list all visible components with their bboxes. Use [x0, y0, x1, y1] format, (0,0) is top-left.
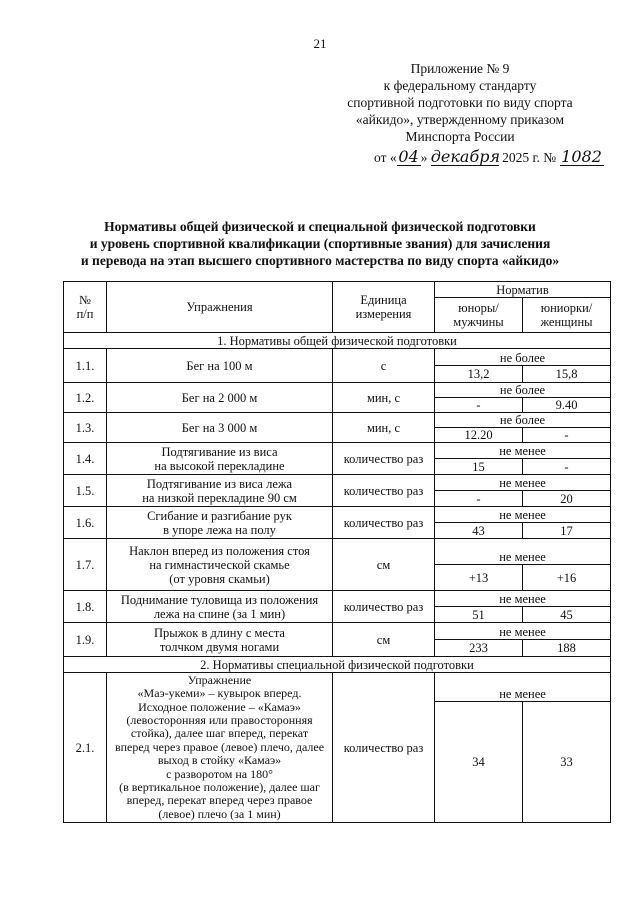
header-unit: Единица измерения — [333, 282, 435, 333]
row-qualifier: не менее — [435, 507, 611, 523]
table-row — [64, 539, 611, 565]
row-value-male: 13,2 — [435, 366, 523, 383]
row-unit: количество раз — [333, 443, 435, 475]
table-row — [64, 475, 611, 491]
page-number: 21 — [313, 36, 327, 51]
row-value-male: - — [435, 398, 523, 413]
row-number: 1.9. — [64, 623, 107, 657]
row-value-male: - — [435, 491, 523, 507]
row-value-female: 20 — [523, 491, 611, 507]
row-qualifier: не более — [435, 383, 611, 398]
row-unit: количество раз — [333, 475, 435, 507]
order-number: 1082 — [561, 147, 602, 166]
row-number: 1.3. — [64, 413, 107, 443]
section-heading: 1. Нормативы общей физической подготовки — [64, 333, 611, 349]
table-row — [64, 383, 611, 398]
row-unit: количество раз — [333, 507, 435, 539]
row-value-male: +13 — [435, 565, 523, 591]
row-unit: мин, с — [333, 413, 435, 443]
row-value-male: 233 — [435, 640, 523, 657]
row-qualifier: не менее — [435, 539, 611, 565]
appendix-header — [310, 60, 610, 145]
order-mid: » — [420, 150, 428, 165]
row-value-female: - — [523, 428, 611, 443]
header-female: юниорки/ женщины — [523, 298, 611, 333]
row-value-female: 15,8 — [523, 366, 611, 383]
title-line: Нормативы общей физической и специальной физической подготовки — [104, 219, 536, 234]
table-row — [64, 673, 611, 702]
row-number: 1.4. — [64, 443, 107, 475]
title-line: и уровень спортивной квалификации (спортивные звания) для зачисления — [89, 236, 551, 251]
order-day-field — [397, 147, 421, 166]
row-exercise: Подтягивание из виса лежа на низкой перекладине 90 см — [107, 475, 333, 507]
row-unit: мин, с — [333, 383, 435, 413]
appendix-line: «айкидо», утвержденному приказом — [355, 112, 565, 127]
header-exercise: Упражнения — [107, 282, 333, 333]
row-qualifier: не менее — [435, 591, 611, 607]
appendix-line: Приложение № 9 — [410, 61, 510, 76]
row-qualifier: не менее — [435, 443, 611, 459]
order-number-field — [560, 147, 604, 166]
row-unit: с — [333, 349, 435, 383]
order-year: 2025 г. № — [502, 150, 557, 165]
row-exercise: Подтягивание из виса на высокой перекладине — [107, 443, 333, 475]
row-value-male: 51 — [435, 607, 523, 623]
row-exercise: Поднимание туловища из положения лежа на спине (за 1 мин) — [107, 591, 333, 623]
appendix-line: к федеральному стандарту — [383, 78, 537, 93]
row-value-female: 17 — [523, 523, 611, 539]
section-heading: 2. Нормативы специальной физической подготовки — [64, 657, 611, 673]
row-exercise: Прыжок в длину с места толчком двумя ногами — [107, 623, 333, 657]
row-number: 1.1. — [64, 349, 107, 383]
row-exercise: Бег на 2 000 м — [107, 383, 333, 413]
row-number: 1.7. — [64, 539, 107, 591]
row-qualifier: не менее — [435, 475, 611, 491]
row-qualifier: не более — [435, 349, 611, 366]
row-qualifier: не менее — [435, 623, 611, 640]
row-value-female: 33 — [523, 702, 611, 823]
row-value-male: 12.20 — [435, 428, 523, 443]
row-number: 1.5. — [64, 475, 107, 507]
row-unit: количество раз — [333, 591, 435, 623]
row-unit: см — [333, 623, 435, 657]
row-unit: см — [333, 539, 435, 591]
row-exercise: Сгибание и разгибание рук в упоре лежа на полу — [107, 507, 333, 539]
table-row — [64, 623, 611, 640]
row-unit: количество раз — [333, 673, 435, 823]
document-title — [0, 218, 640, 269]
title-line: и перевода на этап высшего спортивного мастерства по виду спорта «айкидо» — [80, 253, 560, 268]
table-row — [64, 413, 611, 428]
order-month: декабря — [430, 147, 501, 166]
header-male: юноры/ мужчины — [435, 298, 523, 333]
header-norm: Норматив — [435, 282, 611, 298]
row-exercise: Бег на 3 000 м — [107, 413, 333, 443]
row-exercise: Бег на 100 м — [107, 349, 333, 383]
order-prefix: от « — [374, 150, 397, 165]
standards-table — [63, 281, 611, 823]
row-value-female: 45 — [523, 607, 611, 623]
row-value-male: 15 — [435, 459, 523, 475]
row-number: 1.6. — [64, 507, 107, 539]
row-value-male: 43 — [435, 523, 523, 539]
header-num: № п/п — [64, 282, 107, 333]
table-row — [64, 443, 611, 459]
table-row — [64, 349, 611, 366]
order-day: 04 — [398, 147, 419, 166]
row-exercise: Наклон вперед из положения стоя на гимнастической скамье (от уровня скамьи) — [107, 539, 333, 591]
appendix-line: Минспорта России — [405, 129, 515, 144]
section-row — [64, 657, 611, 673]
row-value-female: 188 — [523, 640, 611, 657]
row-qualifier: не менее — [435, 673, 611, 702]
row-value-female: 9.40 — [523, 398, 611, 413]
row-number: 1.2. — [64, 383, 107, 413]
row-number: 1.8. — [64, 591, 107, 623]
appendix-line: спортивной подготовки по виду спорта — [347, 95, 573, 110]
row-value-female: - — [523, 459, 611, 475]
row-value-male: 34 — [435, 702, 523, 823]
row-number: 2.1. — [64, 673, 107, 823]
order-line — [374, 147, 604, 166]
table-row — [64, 591, 611, 607]
row-qualifier: не более — [435, 413, 611, 428]
table-row — [64, 507, 611, 523]
row-exercise: Упражнение «Маэ-укеми» – кувырок вперед. Исходное положение – «Камаэ» (левосторонняя или правосторонняя стойка), далее шаг вперед, перекат вперед через правое (левое) плечо, далее выход в стойку «Камаэ» с разворотом на 180° (в вертикальное положение), далее шаг вперед, перекат вперед через правое (левое) плечо (за 1 мин) — [107, 673, 333, 823]
order-month-field — [430, 147, 501, 166]
row-value-female: +16 — [523, 565, 611, 591]
